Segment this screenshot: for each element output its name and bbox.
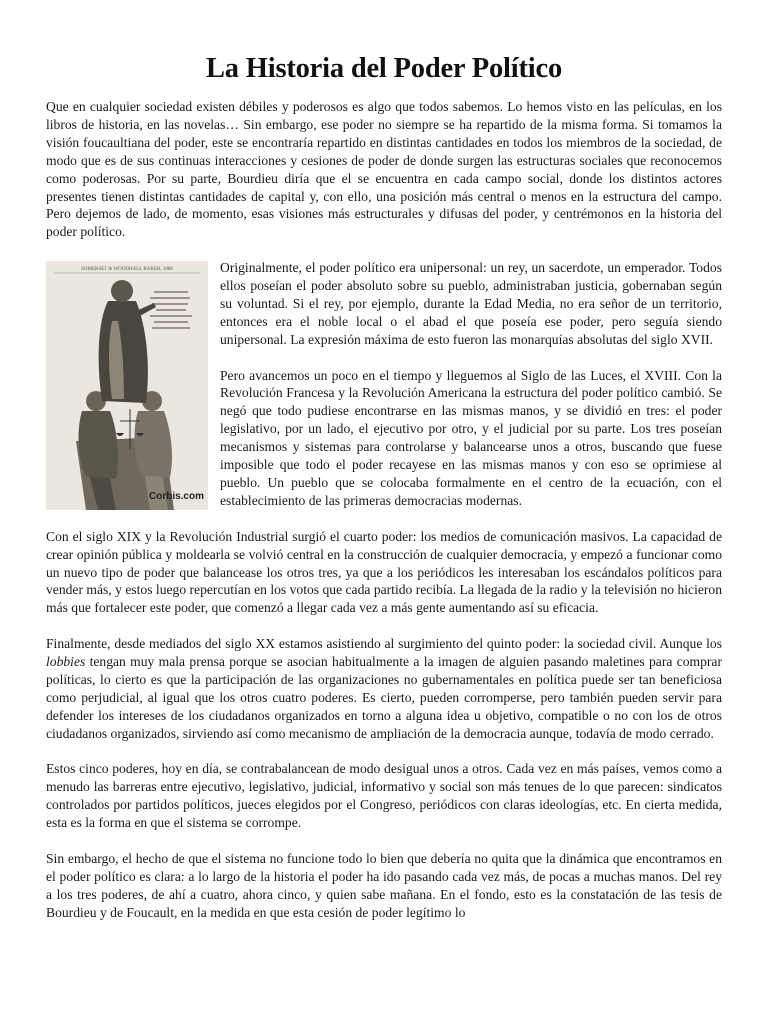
lobbies-emphasis: lobbies (46, 654, 86, 670)
statue-engraving-icon (46, 261, 208, 510)
page-title: La Historia del Poder Político (205, 53, 562, 84)
paragraph-quinto-poder-b: tengan muy mala prensa porque se asocian habitualmente a la imagen de alguien pasando maletines para comprar políticas, lo cierto es que la participación de las organizaciones no gubernamentales en política puede ser tan beneficiosa como perjudicial, al igual que los otros cuatro poderes. Es cierto, pueden corromperse, pero también pueden servir para defender los intereses de los ciudadanos organizados en torno a alguna idea u objetivo, compatible o no con los de otros ciudadanos organizados, sirviendo así como mecanismo de ampliación de la democracia aunque, todavía de modo cerrado. (46, 654, 722, 741)
paragraph-cinco-poderes: Estos cinco poderes, hoy en día, se contrabalancean de modo desigual unos a otros. Cada vez en más países, vemos como a menudo las barreras entre ejecutivo, legislativo, judicial, informativo y social son más tenues de lo que parecen: sindicatos controlados por partidos políticos, jueces elegidos por el Congreso, periódicos con claras ideologías, etc. En cierta medida, esta es la forma en que el sistema se corrompe. (46, 761, 722, 831)
article-body (46, 98, 722, 922)
paragraph-conclusion: Sin embargo, el hecho de que el sistema no funcione todo lo bien que debería no quita que la dinámica que encontramos en el poder político es clara: a lo largo de la historia el poder ha ido pasando cada vez más, de pocas a muchas manos. Del rey a los tres poderes, de ahí a cuatro, ahora cinco, y quien sabe mañana. En el fondo, esto es la constatación de las tesis de Bourdieu y de Foucault, en la medida en que esta cesión de poder legítimo lo (46, 850, 722, 920)
figure-caption-header: SOMERSET & WOODHALL BAKER, 1888 (81, 267, 173, 273)
paragraph-quinto-poder (46, 635, 722, 742)
paragraph-cuarto-poder: Con el siglo XIX y la Revolución Industrial surgió el cuarto poder: los medios de comunicación masivos. La capacidad de crear opinión pública y moldearla se volvió central en la construcción de cualquier democracia, y empezó a funcionar como un nuevo tipo de poder que balancease los otros tres, ya que a los periódicos les interesaban los escándalos políticos para vender más, y estos luego repercutían en los votos que cada partido recibía. La llegada de la radio y la televisión no hicieron más que fortalecer este poder, que comenzó a llegar cada vez a más gente aumentando así su eficacia. (46, 528, 722, 616)
paragraph-unipersonal: Originalmente, el poder político era unipersonal: un rey, un sacerdote, un emperador. Todos ellos poseían el poder absoluto sobre su pueblo, administraban justicia, gobernaban según su voluntad. Si el rey, por ejemplo, durante la Edad Media, no era señor de un territorio, entonces era el noble local o el abad el que poseía ese poder, pero seguía siendo unipersonal. La expresión máxima de esto fueron las monarquías absolutas del siglo XVII. (220, 260, 722, 347)
statue-image (46, 261, 208, 510)
paragraph-quinto-poder-a: Finalmente, desde mediados del siglo XX estamos asistiendo al surgimiento del quinto poder: la sociedad civil. Aunque los (46, 636, 722, 652)
paragraph-intro: Que en cualquier sociedad existen débiles y poderosos es algo que todos sabemos. Lo hemos visto en las películas, en los libros de historia, en las novelas… Sin embargo, ese poder no siempre se ha repartido de la misma forma. Si tomamos la visión foucaultiana del poder, este se encontraría repartido en distintas cantidades en todos los miembros de la sociedad, de modo que es de sus continuas interacciones y cesiones de poder de donde surgen las estructuras sociales que reconocemos como poderosas. Por su parte, Bourdieu diría que el se encuentra en cada campo social, donde los distintos actores presentes tienen distintas cantidades de capital y, con ello, una posición más central o menos en la estructura del campo. Pero dejemos de lado, de momento, esas visiones más estructurales y difusas del poder, y centrémonos en la historia del poder político. (46, 99, 722, 240)
watermark-text: Corbis.com (148, 491, 204, 503)
paragraph-siglo-luces: Pero avancemos un poco en el tiempo y lleguemos al Siglo de las Luces, el XVIII. Con la Revolución Francesa y la Revolución Americana la estructura del poder político cambió. Se negó que todo pudiese encontrarse en las mismas manos, y se dividió en tres: el poder legislativo, por un lado, el ejecutivo por otro, y el judicial por su parte. Los tres poseían mecanismos y sistemas para controlarse y balancearse unos a otros, buscando que fuese imposible que todo el poder recayese en las mismas manos y con eso se oprimiese al pueblo. Un pueblo que se colocaba formalmente en el centro de la ecuación, con el establecimiento de las primeras democracias modernas. (220, 367, 722, 508)
